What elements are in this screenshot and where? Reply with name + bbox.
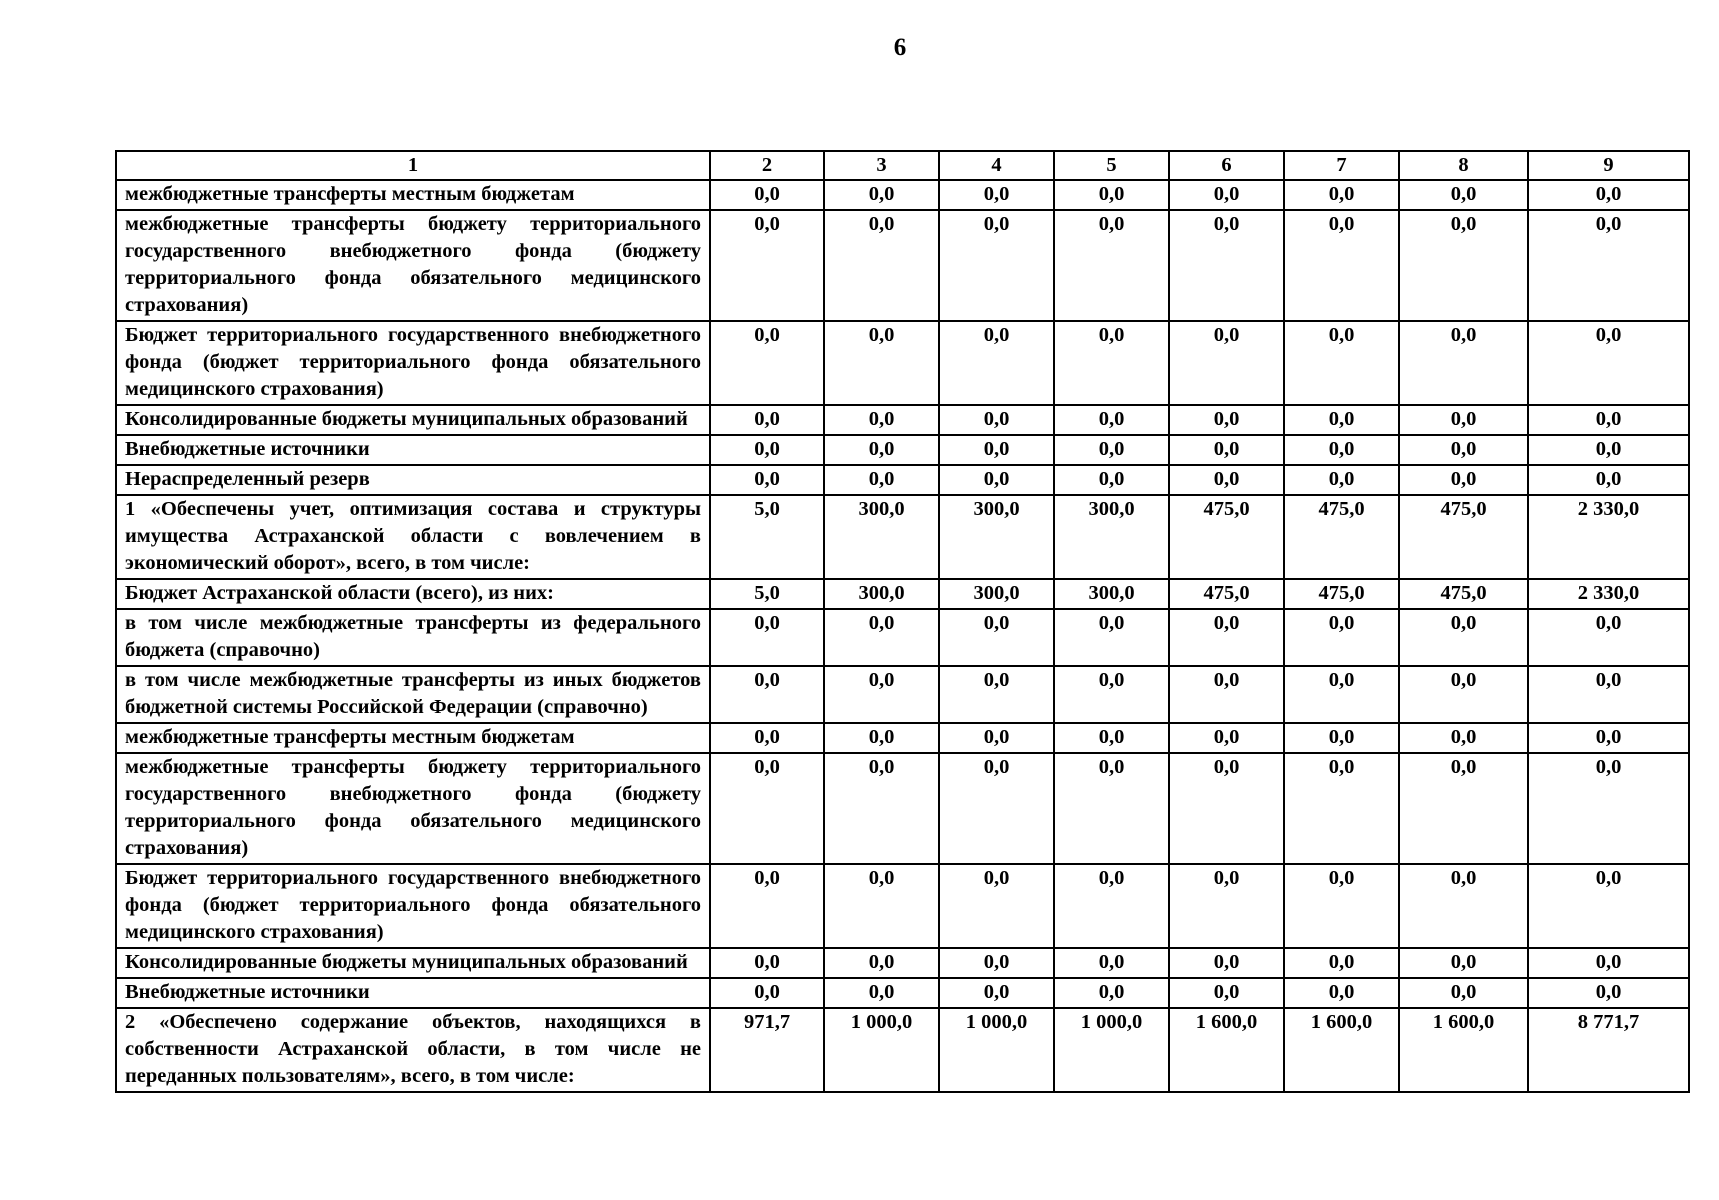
row-value: 0,0: [710, 864, 824, 948]
row-value: 0,0: [939, 435, 1054, 465]
row-value: 0,0: [1284, 753, 1399, 864]
row-value: 0,0: [1284, 180, 1399, 210]
column-header: 8: [1399, 151, 1528, 180]
row-value: 0,0: [1528, 210, 1689, 321]
table-row: [116, 948, 1689, 978]
row-value: 0,0: [1169, 210, 1284, 321]
row-value: 0,0: [1284, 609, 1399, 666]
row-value: 0,0: [1169, 978, 1284, 1008]
row-value: 1 600,0: [1284, 1008, 1399, 1092]
row-value: 0,0: [710, 465, 824, 495]
row-value: 0,0: [1054, 864, 1169, 948]
row-value: 0,0: [710, 405, 824, 435]
row-value: 0,0: [1169, 435, 1284, 465]
row-value: 0,0: [1399, 321, 1528, 405]
table-row: [116, 321, 1689, 405]
row-value: 1 000,0: [1054, 1008, 1169, 1092]
row-value: 0,0: [710, 753, 824, 864]
row-label: Бюджет территориального государственного внебюджетного фонда (бюджет территориального фонда обязательного медицинского страхования): [116, 321, 710, 405]
row-value: 0,0: [1284, 465, 1399, 495]
row-value: 0,0: [1399, 864, 1528, 948]
row-value: 0,0: [1284, 435, 1399, 465]
row-value: 0,0: [1054, 435, 1169, 465]
row-value: 0,0: [1399, 978, 1528, 1008]
row-value: 0,0: [824, 180, 939, 210]
table-row: [116, 405, 1689, 435]
row-value: 5,0: [710, 495, 824, 579]
row-value: 0,0: [939, 978, 1054, 1008]
row-value: 0,0: [1399, 435, 1528, 465]
row-value: 0,0: [1528, 948, 1689, 978]
row-value: 0,0: [939, 864, 1054, 948]
column-header: 6: [1169, 151, 1284, 180]
table-row: [116, 666, 1689, 723]
row-value: 8 771,7: [1528, 1008, 1689, 1092]
row-label: в том числе межбюджетные трансферты из иных бюджетов бюджетной системы Российской Федерации (справочно): [116, 666, 710, 723]
row-value: 0,0: [939, 180, 1054, 210]
table-row: [116, 495, 1689, 579]
row-label: межбюджетные трансферты бюджету территориального государственного внебюджетного фонда (бюджету территориального фонда обязательного медицинского страхования): [116, 210, 710, 321]
row-value: 0,0: [710, 609, 824, 666]
row-value: 0,0: [1169, 405, 1284, 435]
row-value: 300,0: [1054, 579, 1169, 609]
header-row: [116, 151, 1689, 180]
row-value: 475,0: [1399, 495, 1528, 579]
row-label: в том числе межбюджетные трансферты из федерального бюджета (справочно): [116, 609, 710, 666]
table-row: [116, 579, 1689, 609]
row-value: 0,0: [1284, 321, 1399, 405]
row-value: 0,0: [1169, 864, 1284, 948]
row-value: 0,0: [710, 978, 824, 1008]
row-value: 0,0: [824, 753, 939, 864]
row-value: 0,0: [710, 666, 824, 723]
row-value: 0,0: [824, 723, 939, 753]
column-header: 3: [824, 151, 939, 180]
column-header: 2: [710, 151, 824, 180]
row-value: 300,0: [1054, 495, 1169, 579]
row-value: 0,0: [1528, 465, 1689, 495]
row-value: 0,0: [1054, 609, 1169, 666]
row-value: 0,0: [1528, 180, 1689, 210]
row-value: 0,0: [824, 435, 939, 465]
row-value: 475,0: [1284, 495, 1399, 579]
row-value: 0,0: [1054, 666, 1169, 723]
row-label: межбюджетные трансферты местным бюджетам: [116, 180, 710, 210]
row-value: 0,0: [824, 666, 939, 723]
row-label: межбюджетные трансферты местным бюджетам: [116, 723, 710, 753]
page-number: 6: [893, 34, 907, 61]
row-value: 0,0: [824, 321, 939, 405]
row-value: 0,0: [1169, 465, 1284, 495]
row-value: 0,0: [1528, 753, 1689, 864]
row-value: 1 600,0: [1399, 1008, 1528, 1092]
row-label: Консолидированные бюджеты муниципальных образований: [116, 948, 710, 978]
row-value: 0,0: [939, 753, 1054, 864]
row-value: 0,0: [939, 666, 1054, 723]
row-value: 1 000,0: [939, 1008, 1054, 1092]
row-value: 0,0: [1528, 405, 1689, 435]
row-value: 0,0: [824, 465, 939, 495]
row-value: 0,0: [824, 948, 939, 978]
row-value: 0,0: [1284, 864, 1399, 948]
row-value: 0,0: [1284, 666, 1399, 723]
table-row: [116, 864, 1689, 948]
row-value: 971,7: [710, 1008, 824, 1092]
row-value: 0,0: [939, 321, 1054, 405]
row-value: 0,0: [824, 978, 939, 1008]
row-value: 0,0: [710, 321, 824, 405]
row-value: 0,0: [1528, 321, 1689, 405]
row-value: 0,0: [710, 210, 824, 321]
column-header: 5: [1054, 151, 1169, 180]
row-label: 2 «Обеспечено содержание объектов, находящихся в собственности Астраханской области, в том числе не переданных пользователям», всего, в том числе:: [116, 1008, 710, 1092]
row-value: 0,0: [1169, 180, 1284, 210]
row-value: 0,0: [1284, 978, 1399, 1008]
row-value: 475,0: [1399, 579, 1528, 609]
row-value: 0,0: [1054, 948, 1169, 978]
row-value: 0,0: [1169, 609, 1284, 666]
row-value: 0,0: [1284, 723, 1399, 753]
row-value: 0,0: [1399, 180, 1528, 210]
row-value: 0,0: [939, 948, 1054, 978]
row-label: Нераспределенный резерв: [116, 465, 710, 495]
row-value: 0,0: [710, 948, 824, 978]
column-header: 4: [939, 151, 1054, 180]
row-value: 300,0: [824, 579, 939, 609]
row-label: 1 «Обеспечены учет, оптимизация состава и структуры имущества Астраханской области с вовлечением в экономический оборот», всего, в том числе:: [116, 495, 710, 579]
row-value: 2 330,0: [1528, 579, 1689, 609]
row-value: 0,0: [1399, 609, 1528, 666]
table-row: [116, 435, 1689, 465]
row-value: 0,0: [1284, 405, 1399, 435]
row-value: 0,0: [1054, 405, 1169, 435]
row-label: Бюджет территориального государственного внебюджетного фонда (бюджет территориального фонда обязательного медицинского страхования): [116, 864, 710, 948]
row-label: Бюджет Астраханской области (всего), из них:: [116, 579, 710, 609]
row-value: 475,0: [1169, 579, 1284, 609]
row-value: 0,0: [1528, 666, 1689, 723]
row-value: 0,0: [1399, 948, 1528, 978]
row-value: 0,0: [939, 405, 1054, 435]
row-value: 0,0: [1284, 948, 1399, 978]
row-value: 0,0: [1054, 723, 1169, 753]
row-value: 0,0: [1054, 210, 1169, 321]
row-value: 0,0: [1169, 321, 1284, 405]
row-value: 0,0: [939, 609, 1054, 666]
row-value: 300,0: [824, 495, 939, 579]
row-value: 0,0: [1528, 723, 1689, 753]
row-value: 0,0: [1399, 753, 1528, 864]
row-label: Внебюджетные источники: [116, 978, 710, 1008]
table-row: [116, 753, 1689, 864]
row-value: 0,0: [1054, 465, 1169, 495]
row-label: Внебюджетные источники: [116, 435, 710, 465]
row-value: 475,0: [1169, 495, 1284, 579]
table-row: [116, 210, 1689, 321]
row-value: 0,0: [939, 210, 1054, 321]
table-row: [116, 609, 1689, 666]
row-value: 0,0: [710, 180, 824, 210]
row-value: 0,0: [1169, 723, 1284, 753]
row-value: 300,0: [939, 579, 1054, 609]
row-value: 0,0: [1399, 723, 1528, 753]
row-value: 1 600,0: [1169, 1008, 1284, 1092]
row-value: 0,0: [1054, 321, 1169, 405]
row-value: 300,0: [939, 495, 1054, 579]
row-label: межбюджетные трансферты бюджету территориального государственного внебюджетного фонда (бюджету территориального фонда обязательного медицинского страхования): [116, 753, 710, 864]
row-value: 0,0: [1528, 609, 1689, 666]
table-row: [116, 180, 1689, 210]
row-value: 0,0: [1399, 405, 1528, 435]
column-header: 9: [1528, 151, 1689, 180]
row-value: 0,0: [824, 609, 939, 666]
row-value: 5,0: [710, 579, 824, 609]
row-value: 0,0: [1054, 753, 1169, 864]
table-row: [116, 1008, 1689, 1092]
row-value: 0,0: [1528, 864, 1689, 948]
row-value: 0,0: [710, 435, 824, 465]
row-value: 475,0: [1284, 579, 1399, 609]
column-header: 7: [1284, 151, 1399, 180]
column-header: 1: [116, 151, 710, 180]
row-label: Консолидированные бюджеты муниципальных образований: [116, 405, 710, 435]
row-value: 0,0: [939, 465, 1054, 495]
row-value: 0,0: [1399, 666, 1528, 723]
row-value: 0,0: [824, 864, 939, 948]
row-value: 0,0: [1169, 753, 1284, 864]
row-value: 1 000,0: [824, 1008, 939, 1092]
table-row: [116, 465, 1689, 495]
row-value: 0,0: [939, 723, 1054, 753]
row-value: 0,0: [1284, 210, 1399, 321]
row-value: 0,0: [1054, 978, 1169, 1008]
row-value: 0,0: [1399, 210, 1528, 321]
row-value: 0,0: [824, 405, 939, 435]
row-value: 0,0: [1169, 666, 1284, 723]
row-value: 0,0: [824, 210, 939, 321]
table-row: [116, 978, 1689, 1008]
row-value: 0,0: [1054, 180, 1169, 210]
row-value: 0,0: [710, 723, 824, 753]
row-value: 0,0: [1528, 978, 1689, 1008]
budget-table: [115, 150, 1690, 1093]
row-value: 0,0: [1399, 465, 1528, 495]
row-value: 0,0: [1528, 435, 1689, 465]
row-value: 0,0: [1169, 948, 1284, 978]
table-row: [116, 723, 1689, 753]
row-value: 2 330,0: [1528, 495, 1689, 579]
